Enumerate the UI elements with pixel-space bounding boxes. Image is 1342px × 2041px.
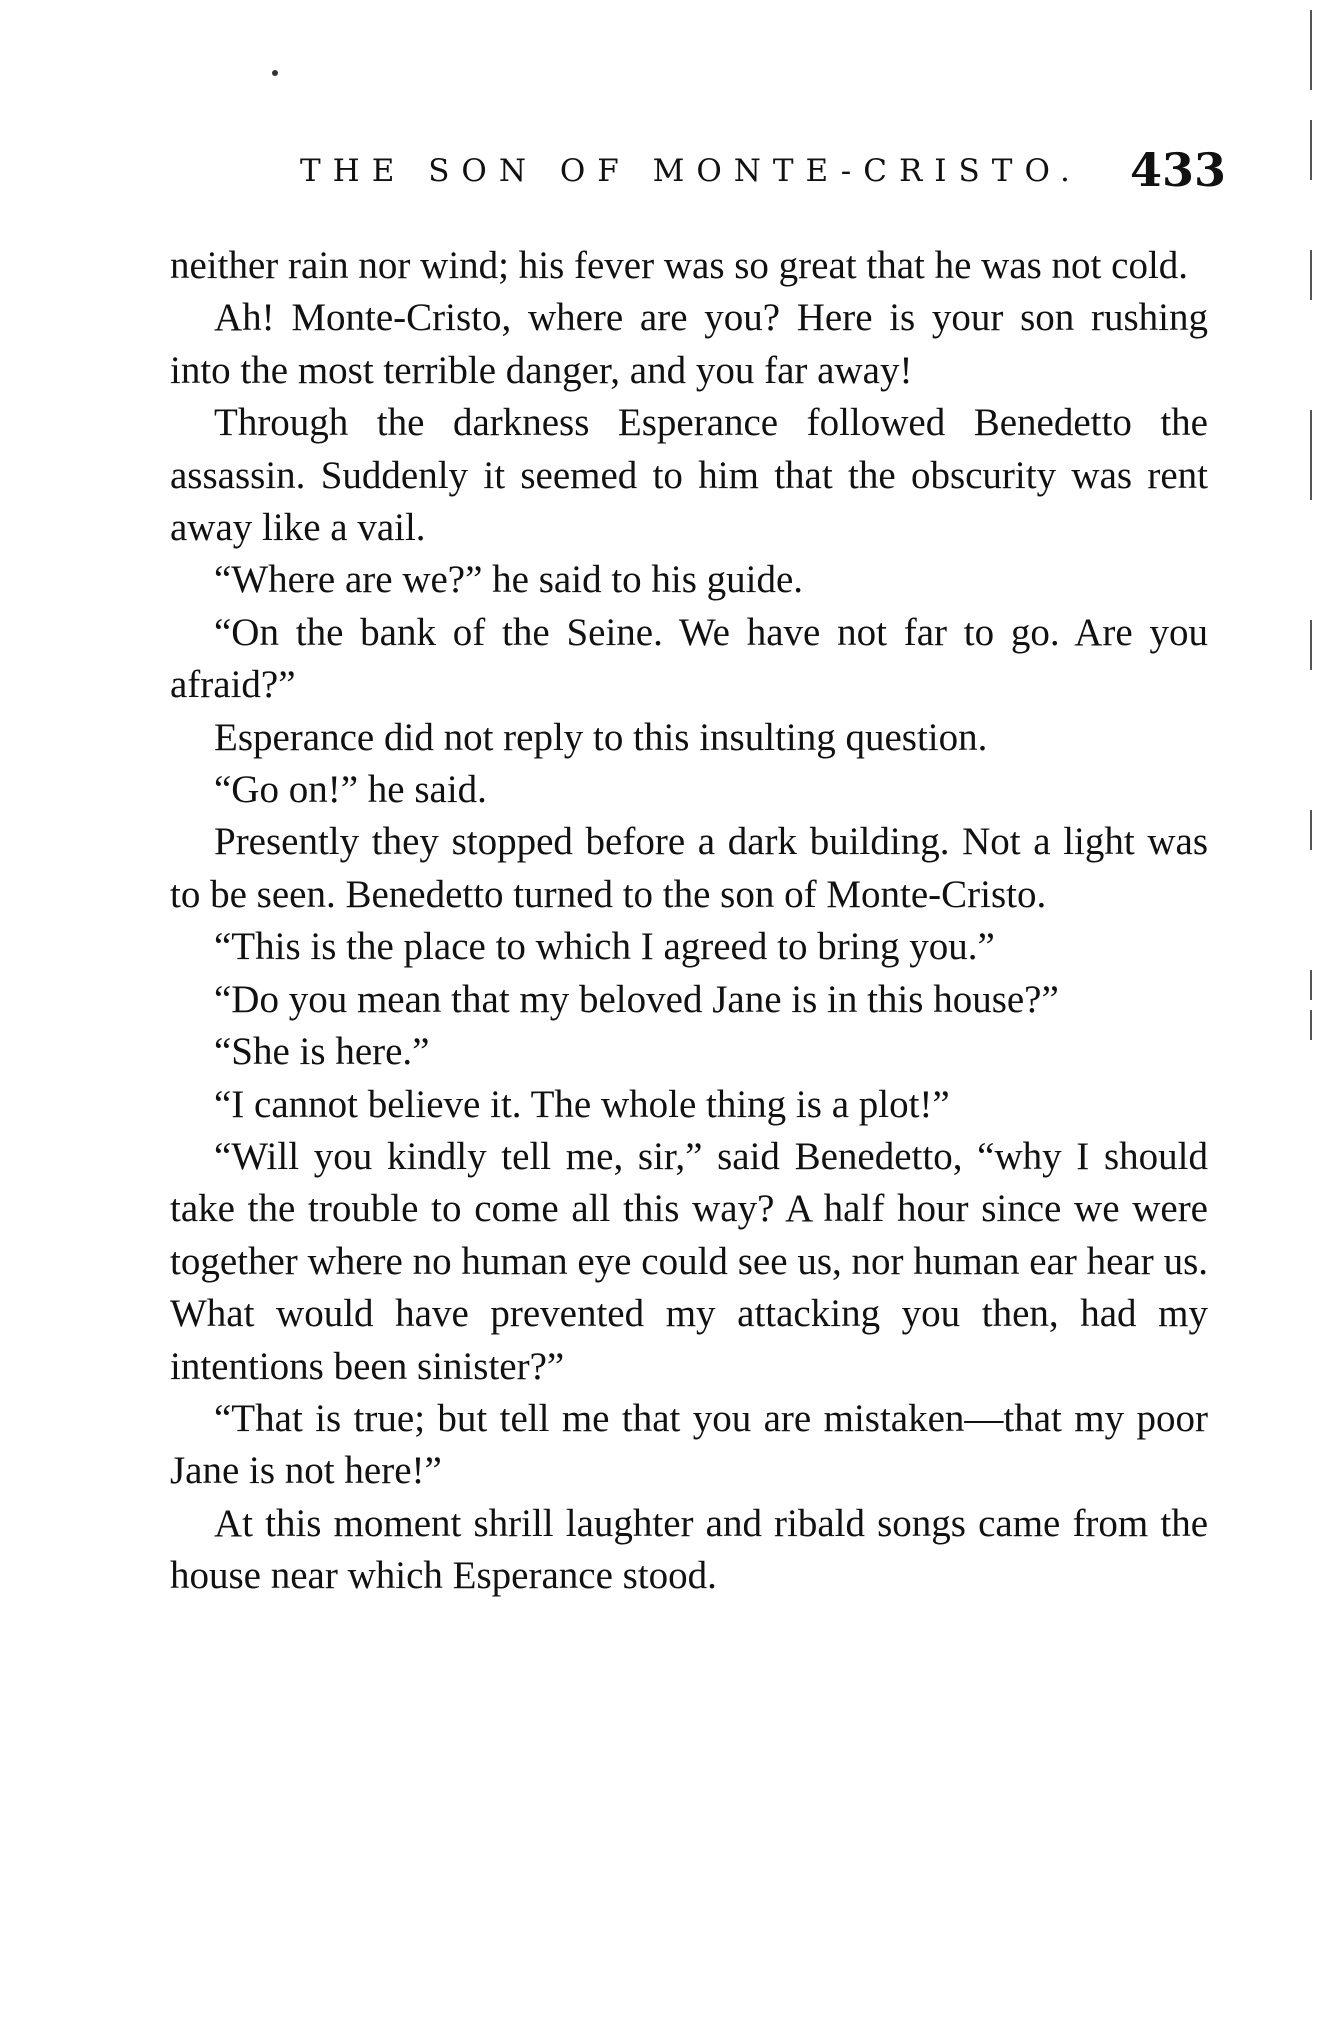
paragraph: “Will you kindly tell me, sir,” said Benedetto, “why I should take the trouble to come all this way? A half hour since we were together where no human eye could see us, nor human ear hear us. What would have prevented my attacking you then, had my intentions been sinister?” bbox=[170, 1134, 1208, 1388]
paragraph: At this moment shrill laughter and ribald songs came from the house near which Esperance stood. bbox=[170, 1501, 1208, 1598]
paragraph: neither rain nor wind; his fever was so great that he was not cold. bbox=[170, 244, 1189, 287]
paragraph: “I cannot believe it. The whole thing is a plot!” bbox=[214, 1082, 950, 1126]
paragraph: Esperance did not reply to this insulting question. bbox=[214, 715, 988, 759]
page-number: 433 bbox=[1129, 143, 1226, 197]
paragraph: Through the darkness Esperance followed Benedetto the assassin. Suddenly it seemed to him that the obscurity was rent away like a vail. bbox=[170, 401, 1208, 550]
scan-edge-mark bbox=[1310, 970, 1312, 1000]
scan-edge-mark bbox=[1310, 120, 1312, 180]
ink-speck bbox=[272, 70, 278, 76]
scan-edge-mark bbox=[1310, 810, 1312, 850]
paragraph: “She is here.” bbox=[214, 1030, 430, 1074]
running-title: THE SON OF MONTE-CRISTO. bbox=[300, 153, 1082, 189]
paragraph: Ah! Monte-Cristo, where are you? Here is your son rushing into the most terrible danger, and you far away! bbox=[170, 296, 1208, 392]
paragraph: Presently they stopped before a dark building. Not a light was to be seen. Benedetto turned to the son of Monte-Cristo. bbox=[170, 820, 1208, 916]
scan-edge-mark bbox=[1310, 620, 1312, 670]
paragraph: “That is true; but tell me that you are mistaken—that my poor Jane is not here!” bbox=[170, 1396, 1208, 1493]
body-text bbox=[170, 240, 1208, 1603]
scan-edge-mark bbox=[1310, 10, 1312, 90]
paragraph: “Go on!” he said. bbox=[214, 768, 487, 812]
paragraph: “Do you mean that my beloved Jane is in this house?” bbox=[214, 977, 1059, 1021]
paragraph: “Where are we?” he said to his guide. bbox=[214, 558, 804, 602]
paragraph: “This is the place to which I agreed to bring you.” bbox=[214, 925, 995, 969]
scan-edge-mark bbox=[1310, 1010, 1312, 1040]
scan-edge-mark bbox=[1310, 410, 1312, 500]
page-header bbox=[300, 143, 1226, 208]
scan-edge-mark bbox=[1310, 250, 1312, 300]
paragraph: “On the bank of the Seine. We have not far to go. Are you afraid?” bbox=[170, 610, 1208, 707]
